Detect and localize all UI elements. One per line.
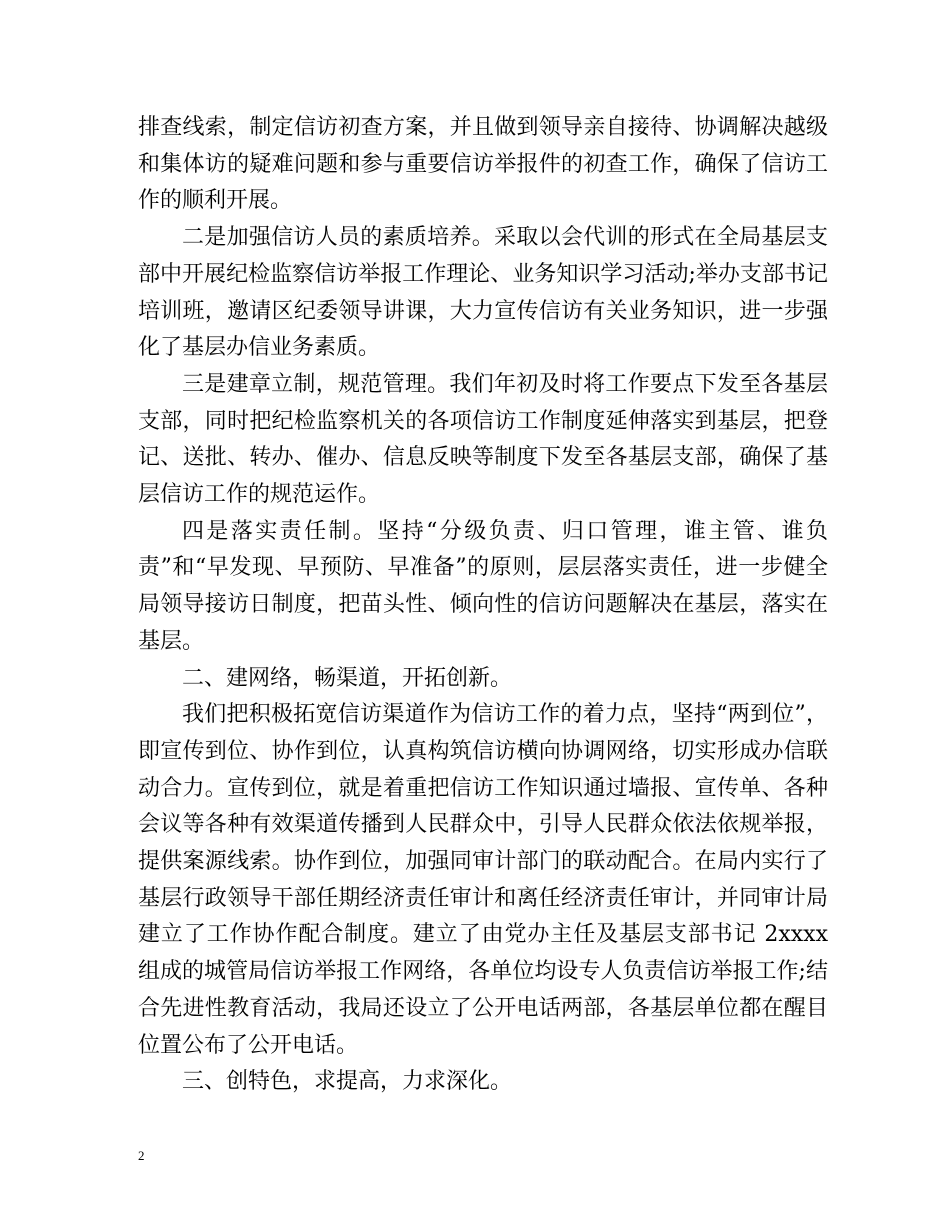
paragraph-channels: 我们把积极拓宽信访渠道作为信访工作的着力点，坚持“两到位”，即宣传到位、协作到位，认真构筑信访横向协调网络，切实形成办信联动合力。宣传到位，就是着重把信访工作知识通过墙报、宣传单、各种会议等各种有效渠道传播到人民群众中，引导人民群众依法依规举报，提供案源线索。协作到位，加强同审计部门的联动配合。在局内实行了基层行政领导干部任期经济责任审计和离任经济责任审计，并同审计局建立了工作协作配合制度。建立了由党办主任及基层支部书记 2xxxx 组成的城管局信访举报工作网络，各单位均设专人负责信访举报工作;结合先进性教育活动，我局还设立了公开电话两部，各基层单位都在醒目位置公布了公开电话。	[138, 702, 828, 1058]
section-heading-network: 二、建网络，畅渠道，开拓创新。	[182, 665, 513, 691]
body-text	[138, 110, 828, 1101]
paragraph-staff-training: 二是加强信访人员的素质培养。采取以会代训的形式在全局基层支部中开展纪检监察信访举报工作理论、业务知识学习活动;举办支部书记培训班，邀请区纪委领导讲课，大力宣传信访有关业务知识，进一步强化了基层办信业务素质。	[138, 225, 828, 361]
section-heading-features: 三、创特色，求提高，力求深化。	[182, 1069, 513, 1095]
paragraph-regulations: 三是建章立制，规范管理。我们年初及时将工作要点下发至各基层支部，同时把纪检监察机关的各项信访工作制度延伸落实到基层，把登记、送批、转办、催办、信息反映等制度下发至各基层支部，确保了基层信访工作的规范运作。	[138, 371, 828, 508]
paragraph-continuation: 排查线索，制定信访初查方案，并且做到领导亲自接待、协调解决越级和集体访的疑难问题和参与重要信访举报件的初查工作，确保了信访工作的顺利开展。	[138, 115, 828, 214]
page-number: 2	[138, 1148, 145, 1163]
paragraph-responsibility: 四是落实责任制。坚持“分级负责、归口管理，谁主管、谁负责”和“早发现、早预防、早准备”的原则，层层落实责任，进一步健全局领导接访日制度，把苗头性、倾向性的信访问题解决在基层，落实在基层。	[138, 518, 828, 654]
